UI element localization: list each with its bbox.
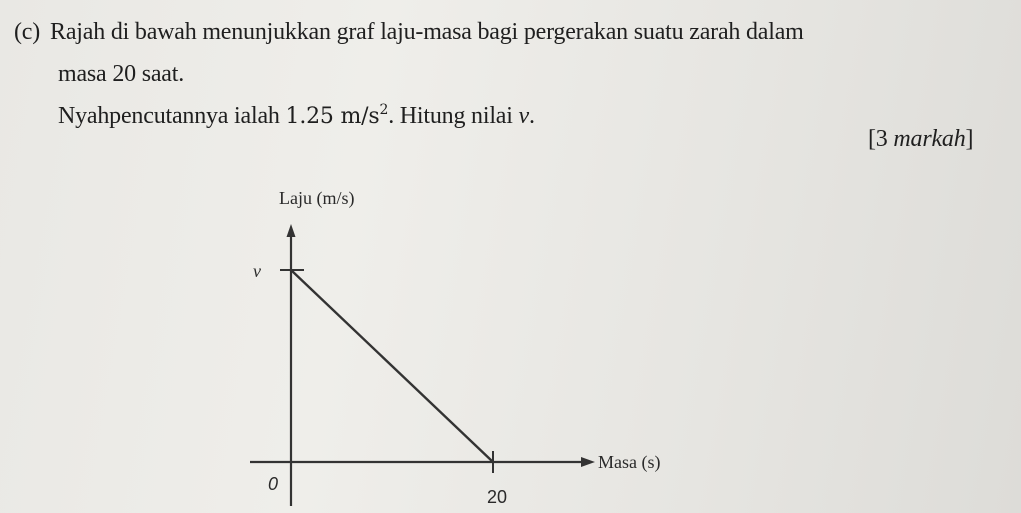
origin-label: 0	[268, 474, 279, 494]
x-axis-arrow	[581, 457, 595, 467]
x-tick-label-20: 20	[487, 487, 508, 507]
period: .	[528, 103, 535, 129]
deceleration-number: 1.25 m/s	[285, 104, 380, 129]
y-axis-label: Laju (m/s)	[279, 188, 355, 208]
variable-v: v	[518, 103, 529, 129]
marks-close: ]	[965, 126, 974, 152]
question-line-2: masa 20 saat.	[58, 61, 185, 87]
question-text-1: Rajah di bawah menunjukkan graf laju-masa bagi pergerakan suatu zarah dalam	[50, 19, 804, 45]
deceleration-text: Nyahpencutannya ialah	[58, 103, 286, 129]
instruction-text: . Hitung nilai	[388, 103, 519, 129]
marks-word: markah	[893, 126, 966, 152]
y-tick-label-v: v	[253, 261, 261, 281]
x-axis-label: Masa (s)	[598, 452, 661, 472]
deceleration-exponent: 2	[379, 102, 389, 118]
y-axis-arrow	[287, 224, 296, 237]
speed-line	[291, 270, 493, 462]
marks-open: [3	[868, 126, 894, 152]
question-label: (c)	[14, 19, 41, 45]
